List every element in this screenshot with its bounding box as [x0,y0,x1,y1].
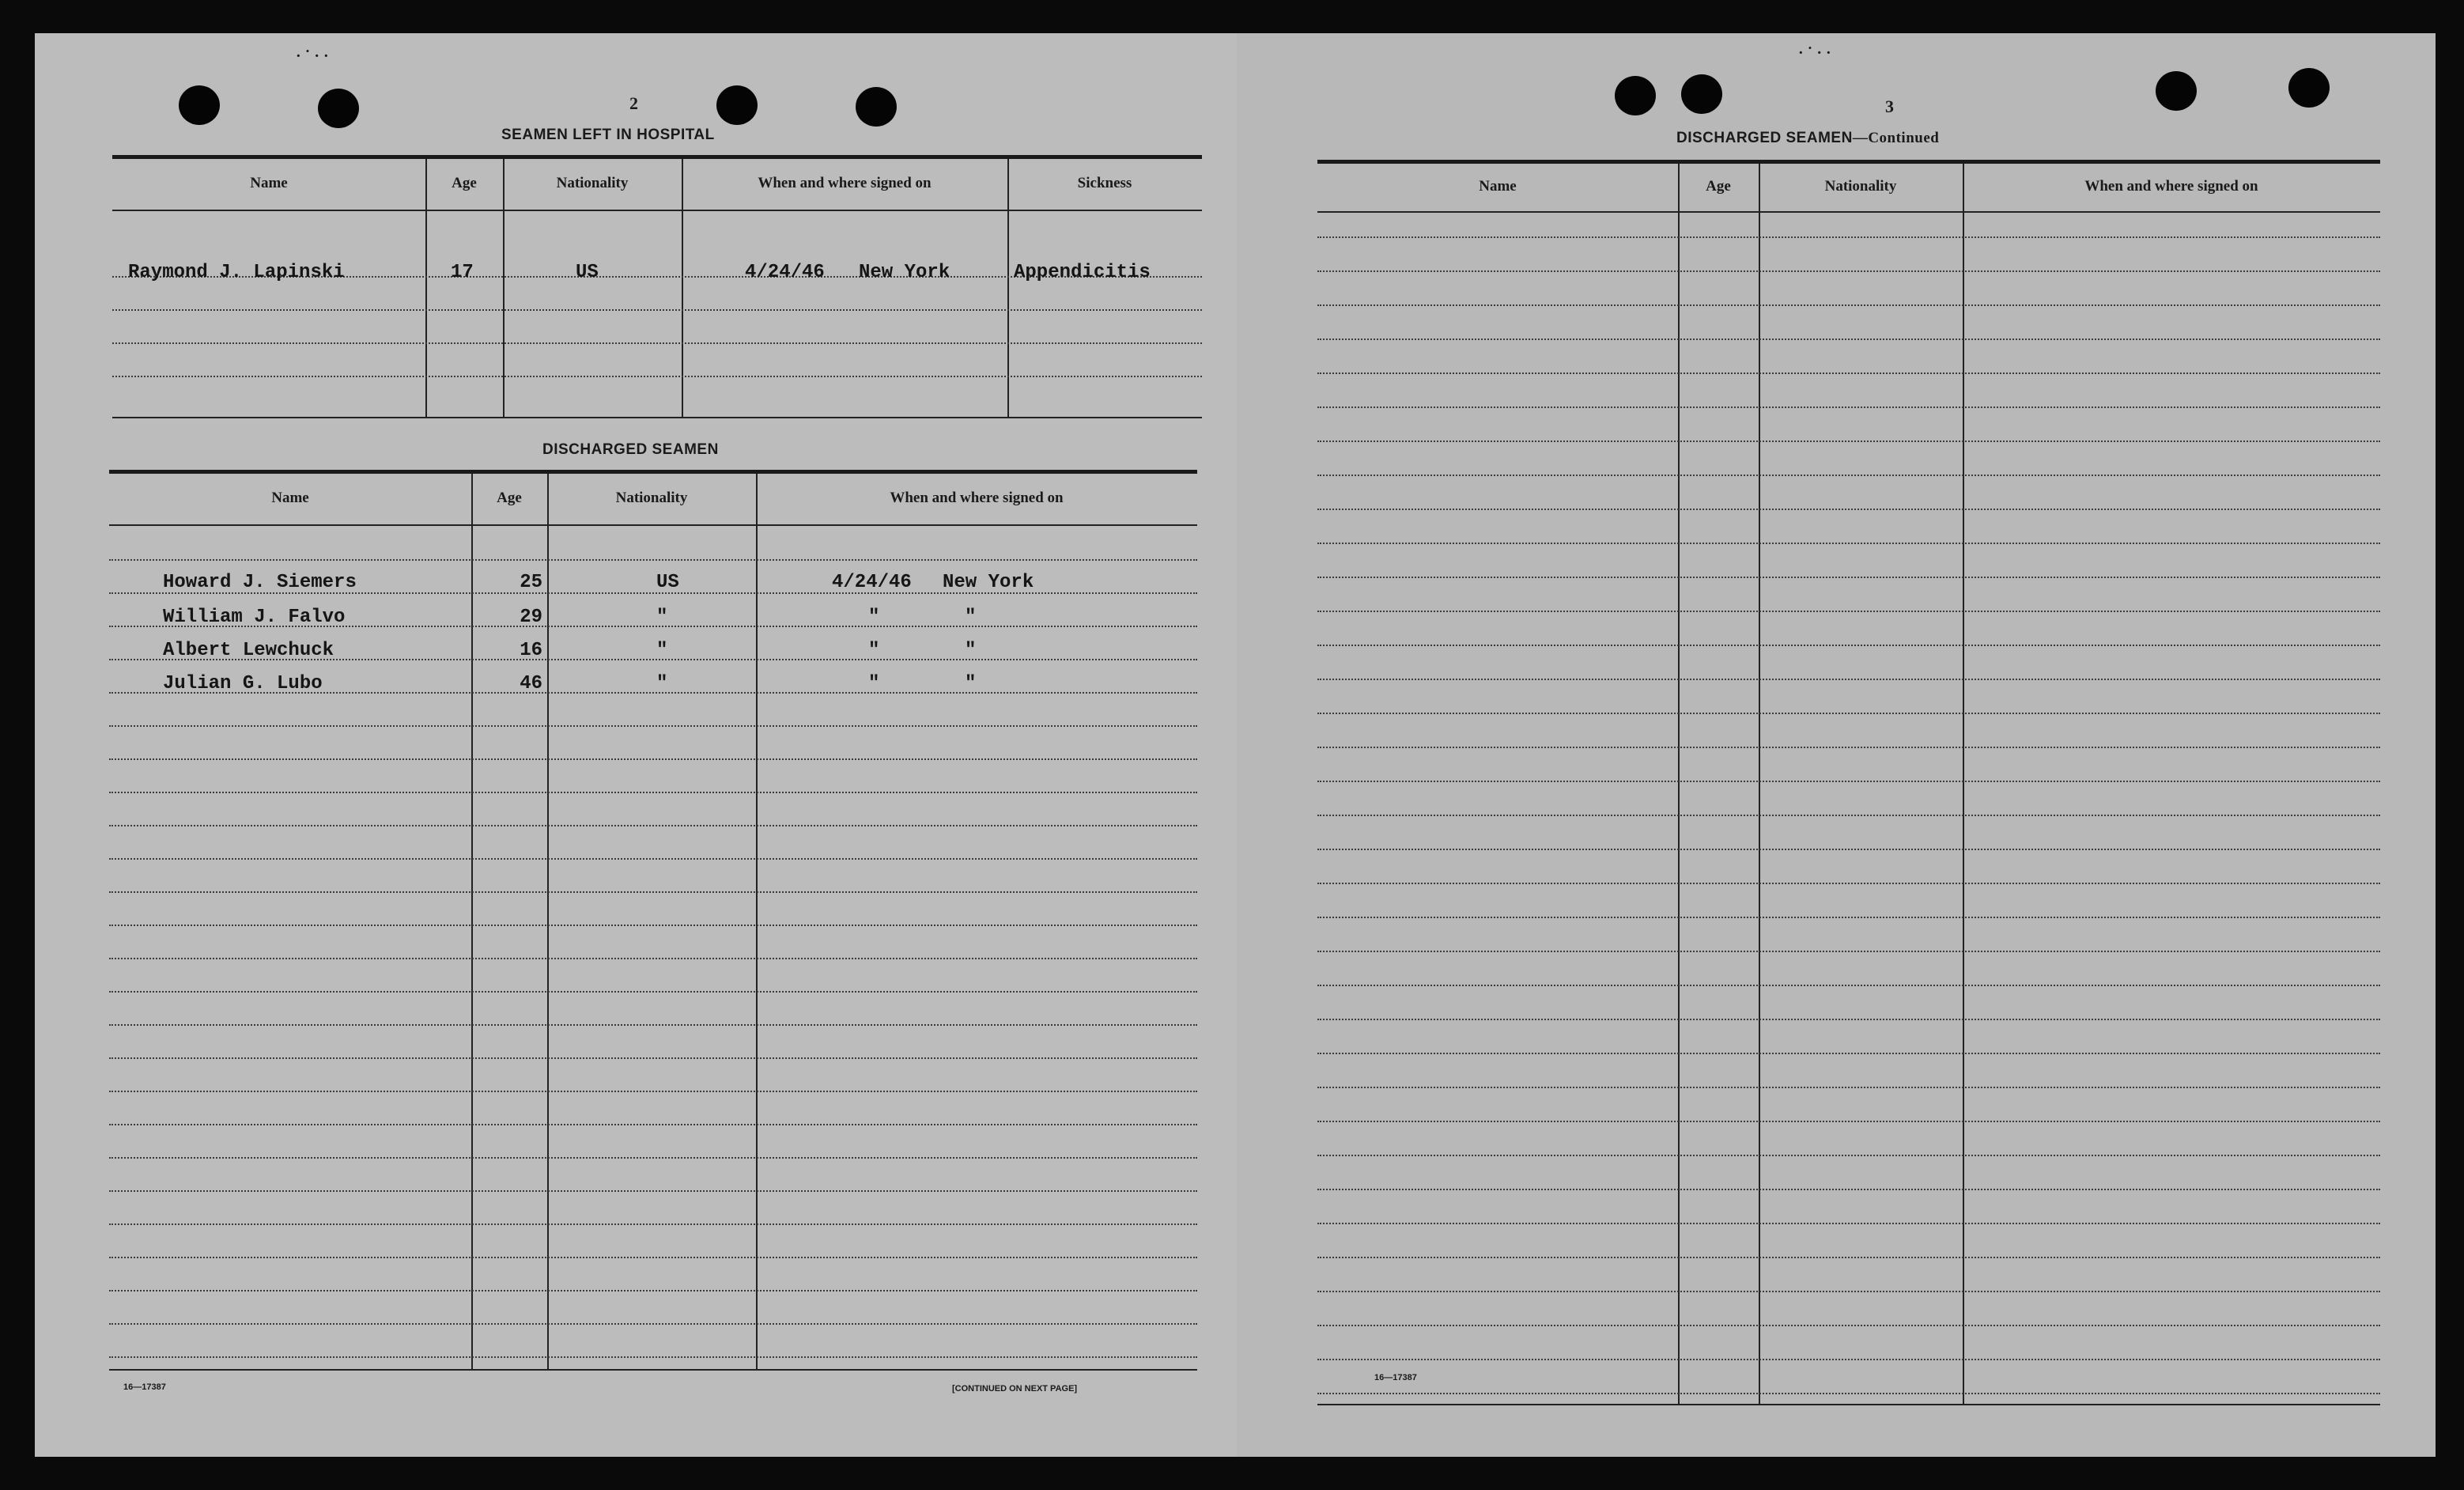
column-divider [1759,164,1760,1404]
row-line [1317,543,2380,544]
punch-hole [856,87,897,127]
row-line [1317,304,2380,306]
hospital-sickness: Appendicitis [1014,262,1151,283]
header-nationality: Nationality [556,175,629,191]
punch-hole [179,85,220,125]
header-sickness: Sickness [1077,175,1132,191]
row-line [1317,1223,2380,1224]
form-number: 16—17387 [123,1382,166,1392]
row-line [1317,849,2380,850]
row-line [112,376,1202,377]
row-line [1317,1325,2380,1326]
row-line [109,1190,1197,1192]
row-line [109,725,1197,727]
row-line [109,891,1197,893]
scanned-document [35,33,2436,1457]
discharged-age: 46 [520,673,542,694]
row-line [1317,372,2380,374]
header-age: Age [497,490,522,506]
punch-hole [2288,68,2330,108]
row-line [109,1356,1197,1358]
discharged-place: " [965,607,977,628]
row-line [1317,815,2380,816]
row-line [109,1091,1197,1092]
row-line [1317,441,2380,442]
discharged-place: New York [943,572,1034,593]
row-line [1317,951,2380,952]
row-line [109,858,1197,860]
discharged-nationality: " [656,607,668,628]
column-divider [503,159,505,417]
hospital-age: 17 [451,262,474,283]
section-title-text: DISCHARGED SEAMEN [1676,130,1853,146]
punch-hole [2156,71,2197,111]
right-page [1237,33,2436,1457]
row-line [109,958,1197,959]
header-name: Name [1479,178,1517,195]
header-nationality: Nationality [615,490,688,506]
discharged-nationality: " [656,640,668,661]
row-line [1317,1257,2380,1258]
header-age: Age [452,175,477,191]
row-line [109,1257,1197,1258]
header-signed-on: When and where signed on [2084,178,2258,195]
row-line [109,792,1197,793]
section-title-suffix: —Continued [1852,130,1940,146]
row-line [109,559,1197,561]
row-line [1317,713,2380,714]
row-line [109,1323,1197,1325]
column-divider [547,474,549,1369]
row-line [109,825,1197,826]
discharged-place: " [965,640,977,661]
row-line [112,309,1202,311]
page-number: 2 [629,93,638,113]
header-name: Name [250,175,288,191]
row-line [1317,611,2380,612]
left-page [35,33,1237,1457]
column-divider [1007,159,1009,417]
column-divider [682,159,683,417]
row-line [1317,1019,2380,1020]
header-age: Age [1706,178,1731,195]
row-line [1317,1087,2380,1088]
hospital-table [112,155,1202,418]
row-line [109,758,1197,760]
discharged-age: 29 [520,607,542,628]
row-line [1317,338,2380,340]
form-number: 16—17387 [1374,1373,1417,1382]
discharged-date: 4/24/46 [832,572,912,593]
discharged-continued-title [1676,130,1939,147]
discharged-age: 25 [520,572,542,593]
row-line [1317,781,2380,782]
discharged-name: Julian G. Lubo [163,673,323,694]
row-line [1317,270,2380,272]
discharged-name: Albert Lewchuck [163,640,334,661]
punch-hole [716,85,758,125]
row-line [1317,883,2380,884]
hospital-date: 4/24/46 [745,262,825,283]
row-line [1317,475,2380,476]
row-line [109,1057,1197,1059]
punch-hole [1681,74,1722,114]
discharged-date: " [868,640,880,661]
header-signed-on: When and where signed on [890,490,1064,506]
row-line [1317,645,2380,646]
row-line [1317,577,2380,578]
row-line [1317,407,2380,408]
row-line [1317,1393,2380,1394]
punch-hole [1615,76,1656,115]
discharged-name: Howard J. Siemers [163,572,357,593]
row-line [1317,1291,2380,1292]
column-divider [756,474,758,1369]
row-line [109,1124,1197,1125]
header-name: Name [271,490,309,506]
row-line [1317,236,2380,238]
discharged-nationality: US [656,572,679,593]
row-line [112,342,1202,344]
discharged-table [109,470,1197,1371]
row-line [1317,1359,2380,1360]
page-number: 3 [1885,96,1894,116]
scan-specks: · ˙ · · [296,47,329,65]
hospital-place: New York [859,262,950,283]
row-line [109,1223,1197,1225]
row-line [109,1157,1197,1159]
row-line [1317,1155,2380,1156]
row-line [1317,985,2380,986]
column-divider [1678,164,1680,1404]
discharged-name: William J. Falvo [163,607,346,628]
row-line [1317,1053,2380,1054]
row-line [109,991,1197,993]
hospital-nationality: US [576,262,599,283]
header-signed-on: When and where signed on [758,175,932,191]
header-nationality: Nationality [1824,178,1897,195]
discharged-date: " [868,673,880,694]
row-line [109,1024,1197,1026]
row-line [1317,747,2380,748]
column-divider [1963,164,1964,1404]
column-divider [425,159,427,417]
punch-hole [318,89,359,128]
discharged-age: 16 [520,640,542,661]
hospital-name: Raymond J. Lapinski [128,262,345,283]
row-line [1317,679,2380,680]
scan-specks: · ˙ · · [1798,44,1831,62]
column-divider [471,474,473,1369]
discharged-place: " [965,673,977,694]
discharged-continued-table [1317,160,2380,1405]
discharged-date: " [868,607,880,628]
row-line [1317,1121,2380,1122]
row-line [1317,509,2380,510]
row-line [1317,917,2380,918]
discharged-nationality: " [656,673,668,694]
discharged-section-title: DISCHARGED SEAMEN [542,441,719,458]
hospital-section-title: SEAMEN LEFT IN HOSPITAL [501,127,715,143]
row-line [109,925,1197,926]
row-line [109,1290,1197,1291]
continued-note: [CONTINUED ON NEXT PAGE] [952,1384,1078,1394]
row-line [1317,1189,2380,1190]
